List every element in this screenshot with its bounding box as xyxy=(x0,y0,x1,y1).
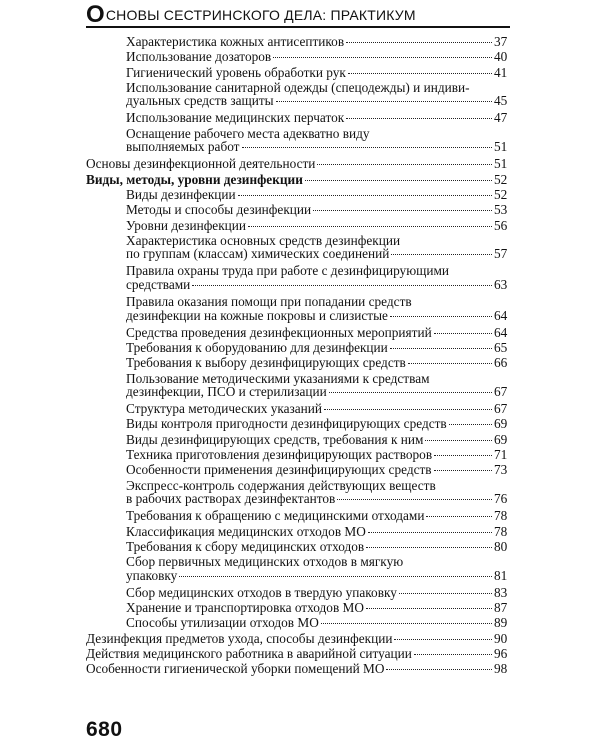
toc-entry-title: Требования к обращению с медицинскими отходами xyxy=(126,508,425,524)
toc-entry-title: Техника приготовления дезинфицирующих растворов xyxy=(126,447,433,463)
toc-entry-last-line xyxy=(126,492,510,506)
toc-dot-leader xyxy=(434,333,492,334)
toc-dot-leader xyxy=(394,639,492,640)
toc-dot-leader xyxy=(426,516,492,517)
toc-page-number: 51 xyxy=(494,139,508,155)
toc-page-number: 53 xyxy=(494,202,508,218)
toc-entry-title: Виды контроля пригодности дезинфицирующих средств xyxy=(126,416,447,432)
toc-entry xyxy=(86,188,510,203)
toc-entry-title: Использование медицинских перчаток xyxy=(126,110,345,126)
toc-entry-last-line xyxy=(86,662,510,676)
toc-entry xyxy=(86,402,510,417)
toc-entry-title: Основы дезинфекционной деятельности xyxy=(86,156,316,172)
toc-dot-leader xyxy=(408,363,492,364)
toc-entry xyxy=(86,662,510,677)
toc-dot-leader xyxy=(434,455,492,456)
toc-entry-title: Требования к выбору дезинфицирующих средств xyxy=(126,355,406,371)
toc-dot-leader xyxy=(179,576,492,577)
toc-dot-leader xyxy=(273,57,492,58)
toc-dot-leader xyxy=(346,42,492,43)
toc-entry xyxy=(86,448,510,463)
toc-entry-last-line xyxy=(126,417,510,431)
toc-entry-last-line xyxy=(126,278,510,292)
toc-page-number: 73 xyxy=(494,462,508,478)
toc-entry xyxy=(86,127,510,158)
toc-page-number: 56 xyxy=(494,217,508,233)
toc-entry-last-line xyxy=(126,94,510,108)
toc-entry xyxy=(86,356,510,371)
toc-entry-last-line xyxy=(126,433,510,447)
toc-page-number: 63 xyxy=(494,277,508,293)
toc-entry xyxy=(86,203,510,218)
table-of-contents xyxy=(86,35,510,680)
toc-page-number: 37 xyxy=(494,34,508,49)
toc-entry xyxy=(86,540,510,555)
running-header xyxy=(86,2,510,28)
toc-entry-title-line: Правила оказания помощи при попадании средств xyxy=(126,294,412,310)
toc-entry-last-line xyxy=(126,448,510,462)
toc-entry-title-line: Сбор первичных медицинских отходов в мягкую xyxy=(126,554,404,570)
toc-entry-title: дезинфекции на кожные покровы и слизистые xyxy=(126,307,388,323)
toc-entry-title: средствами xyxy=(126,277,191,293)
toc-entry xyxy=(86,173,510,188)
toc-page-number: 47 xyxy=(494,110,508,126)
toc-page-number: 96 xyxy=(494,645,508,661)
toc-entry-title: Виды дезинфицирующих средств, требования к ним xyxy=(126,431,424,447)
toc-dot-leader xyxy=(329,392,492,393)
toc-page-number: 90 xyxy=(494,630,508,646)
toc-page-number: 67 xyxy=(494,384,508,400)
toc-page-number: 52 xyxy=(494,171,508,187)
toc-entry-title: Характеристика кожных антисептиков xyxy=(126,34,345,49)
toc-entry-title: Сбор медицинских отходов в твердую упаковку xyxy=(126,584,397,600)
toc-entry xyxy=(86,601,510,616)
toc-page-number: 69 xyxy=(494,431,508,447)
toc-dot-leader xyxy=(434,470,492,471)
toc-entry-last-line xyxy=(126,540,510,554)
toc-dot-leader xyxy=(425,440,492,441)
toc-entry-title: Методы и способы дезинфекции xyxy=(126,202,312,218)
toc-dot-leader xyxy=(317,164,492,165)
toc-page-number: 40 xyxy=(494,49,508,65)
toc-dot-leader xyxy=(386,669,492,670)
toc-entry-last-line xyxy=(86,157,510,171)
toc-dot-leader xyxy=(242,147,493,148)
toc-entry-title: выполняемых работ xyxy=(126,139,240,155)
toc-page-number: 64 xyxy=(494,307,508,323)
toc-entry xyxy=(86,433,510,448)
toc-entry-title: Виды дезинфекции xyxy=(126,186,236,202)
toc-entry xyxy=(86,509,510,524)
toc-entry xyxy=(86,81,510,112)
toc-entry-title-line: Пользование методическими указаниями к средствам xyxy=(126,370,430,386)
toc-entry xyxy=(86,417,510,432)
toc-dot-leader xyxy=(366,608,492,609)
toc-dot-leader xyxy=(391,254,492,255)
toc-entry-last-line xyxy=(126,463,510,477)
toc-page-number: 41 xyxy=(494,64,508,80)
toc-dot-leader xyxy=(390,348,492,349)
toc-entry xyxy=(86,586,510,601)
toc-entry-last-line xyxy=(126,309,510,323)
toc-page-number: 80 xyxy=(494,538,508,554)
toc-entry xyxy=(86,50,510,65)
toc-entry-title-line: Правила охраны труда при работе с дезинфицирующими xyxy=(126,263,450,279)
toc-entry-last-line xyxy=(126,586,510,600)
toc-entry xyxy=(86,479,510,510)
toc-entry xyxy=(86,35,510,50)
toc-entry-title: Уровни дезинфекции xyxy=(126,217,247,233)
toc-page-number: 57 xyxy=(494,246,508,262)
toc-entry-title: Особенности гигиенической уборки помещений МО xyxy=(86,661,385,677)
toc-entry-title-line: Оснащение рабочего места адекватно виду xyxy=(126,125,370,141)
toc-entry-last-line xyxy=(126,66,510,80)
toc-entry xyxy=(86,111,510,126)
toc-entry xyxy=(86,234,510,265)
toc-entry-last-line xyxy=(126,509,510,523)
toc-entry-title: Требования к оборудованию для дезинфекции xyxy=(126,339,388,355)
toc-entry-last-line xyxy=(126,525,510,539)
toc-dot-leader xyxy=(324,409,492,410)
toc-entry xyxy=(86,647,510,662)
toc-entry-title: Гигиенический уровень обработки рук xyxy=(126,64,346,80)
header-title: СНОВЫ СЕСТРИНСКОГО ДЕЛА: ПРАКТИКУМ xyxy=(105,7,416,23)
toc-page-number: 45 xyxy=(494,93,508,109)
toc-entry-title: Особенности применения дезинфицирующих средств xyxy=(126,462,432,478)
toc-entry-last-line xyxy=(126,188,510,202)
toc-page-number: 89 xyxy=(494,615,508,631)
toc-entry-title: Действия медицинского работника в аварийной ситуации xyxy=(86,645,412,661)
toc-entry-title: Средства проведения дезинфекционных мероприятий xyxy=(126,324,432,340)
toc-dot-leader xyxy=(305,180,492,181)
toc-page-number: 81 xyxy=(494,567,508,583)
toc-dot-leader xyxy=(321,623,492,624)
toc-entry-last-line xyxy=(126,50,510,64)
toc-entry-last-line xyxy=(126,219,510,233)
toc-entry-last-line xyxy=(126,601,510,615)
toc-dot-leader xyxy=(348,73,492,74)
toc-entry-last-line xyxy=(86,647,510,661)
toc-page-number: 66 xyxy=(494,355,508,371)
toc-entry xyxy=(86,157,510,172)
toc-dot-leader xyxy=(414,654,492,655)
toc-dot-leader xyxy=(313,210,492,211)
toc-dot-leader xyxy=(449,424,492,425)
toc-page-number: 69 xyxy=(494,416,508,432)
toc-entry-last-line xyxy=(126,356,510,370)
toc-entry-last-line xyxy=(126,203,510,217)
toc-entry-title: Требования к сбору медицинских отходов xyxy=(126,538,365,554)
toc-entry-last-line xyxy=(126,569,510,583)
toc-entry-last-line xyxy=(126,247,510,261)
toc-dot-leader xyxy=(337,499,492,500)
toc-page-number: 87 xyxy=(494,599,508,615)
toc-entry-last-line xyxy=(126,111,510,125)
toc-entry-title: Способы утилизации отходов МО xyxy=(126,615,319,631)
toc-entry-title: дуальных средств защиты xyxy=(126,93,274,109)
toc-entry xyxy=(86,632,510,647)
toc-dot-leader xyxy=(399,593,492,594)
toc-entry xyxy=(86,326,510,341)
toc-entry-title: Классификация медицинских отходов МО xyxy=(126,523,366,539)
toc-entry-title-line: Экспресс-контроль содержания действующих веществ xyxy=(126,477,436,493)
toc-entry-last-line xyxy=(126,402,510,416)
toc-page-number: 52 xyxy=(494,186,508,202)
toc-entry xyxy=(86,341,510,356)
toc-entry xyxy=(86,525,510,540)
toc-entry xyxy=(86,264,510,295)
toc-entry xyxy=(86,66,510,81)
toc-entry-last-line xyxy=(126,341,510,355)
toc-dot-leader xyxy=(390,316,492,317)
toc-entry-last-line xyxy=(126,616,510,630)
toc-entry xyxy=(86,616,510,631)
toc-dot-leader xyxy=(368,532,492,533)
toc-entry-title: Виды, методы, уровни дезинфекции xyxy=(86,171,303,187)
toc-entry xyxy=(86,555,510,586)
toc-entry-title: в рабочих растворах дезинфектантов xyxy=(126,491,336,507)
toc-page-number: 78 xyxy=(494,523,508,539)
toc-entry-last-line xyxy=(126,35,510,49)
toc-dot-leader xyxy=(276,101,492,102)
toc-entry xyxy=(86,463,510,478)
toc-entry xyxy=(86,372,510,403)
toc-dot-leader xyxy=(366,547,492,548)
toc-page-number: 65 xyxy=(494,339,508,355)
toc-entry-title: дезинфекции, ПСО и стерилизации xyxy=(126,384,327,400)
toc-entry xyxy=(86,295,510,326)
toc-entry-title-line: Использование санитарной одежды (спецодежды) и индиви- xyxy=(126,79,470,95)
toc-entry-title: по группам (классам) химических соединений xyxy=(126,246,390,262)
toc-entry-last-line xyxy=(86,173,510,187)
toc-page-number: 64 xyxy=(494,324,508,340)
toc-entry-title: Использование дозаторов xyxy=(126,49,272,65)
toc-page-number: 83 xyxy=(494,584,508,600)
toc-page-number: 78 xyxy=(494,508,508,524)
toc-dot-leader xyxy=(248,226,492,227)
toc-page-number: 67 xyxy=(494,401,508,417)
page-number: 680 xyxy=(86,718,123,741)
toc-page-number: 71 xyxy=(494,447,508,463)
toc-entry-last-line xyxy=(126,326,510,340)
toc-page-number: 51 xyxy=(494,156,508,172)
toc-page-number: 98 xyxy=(494,661,508,677)
toc-entry-title: Хранение и транспортировка отходов МО xyxy=(126,599,364,615)
toc-entry-title: Дезинфекция предметов ухода, способы дезинфекции xyxy=(86,630,393,646)
toc-entry xyxy=(86,219,510,234)
toc-entry-title: упаковку xyxy=(126,567,178,583)
toc-entry-title-line: Характеристика основных средств дезинфекции xyxy=(126,232,401,248)
toc-dot-leader xyxy=(238,195,492,196)
toc-entry-last-line xyxy=(126,385,510,399)
toc-dot-leader xyxy=(192,285,492,286)
toc-page-number: 76 xyxy=(494,491,508,507)
toc-entry-title: Структура методических указаний xyxy=(126,401,323,417)
toc-dot-leader xyxy=(346,118,492,119)
toc-entry-last-line xyxy=(126,140,510,154)
header-initial-letter: О xyxy=(86,2,105,28)
toc-entry-last-line xyxy=(86,632,510,646)
